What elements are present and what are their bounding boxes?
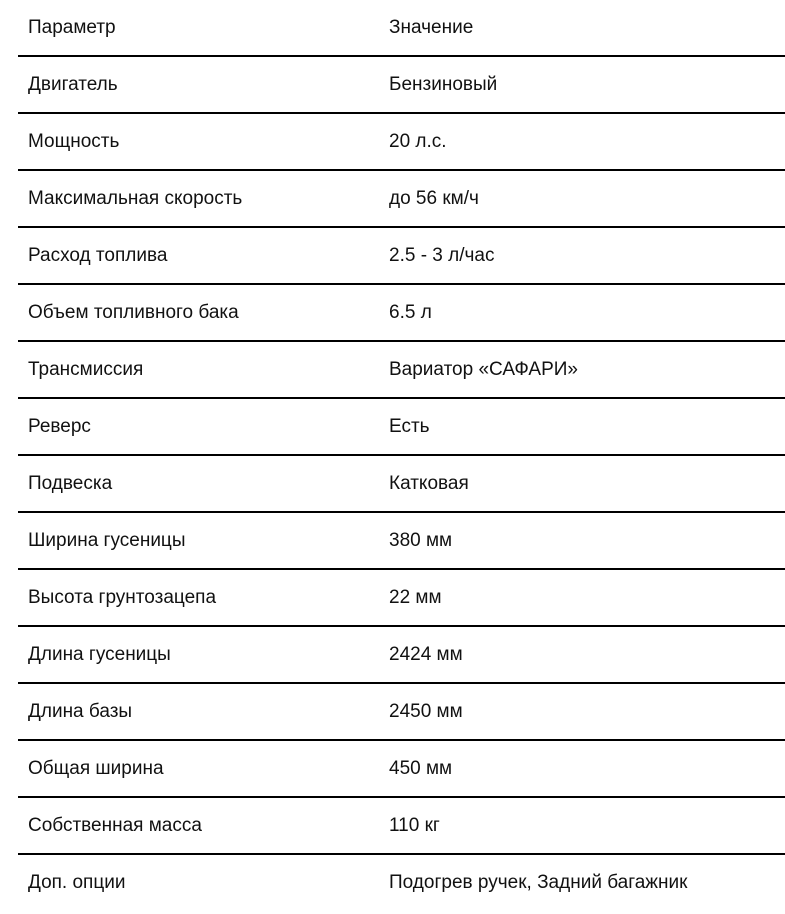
param-cell: Трансмиссия (28, 358, 144, 380)
param-cell: Длина гусеницы (28, 643, 171, 665)
param-cell: Максимальная скорость (28, 187, 243, 209)
value-cell: Вариатор «САФАРИ» (389, 358, 578, 380)
param-cell: Длина базы (28, 700, 133, 722)
table-header-row (18, 0, 785, 57)
param-cell: Объем топливного бака (28, 301, 239, 323)
table-row (18, 114, 785, 171)
table-row (18, 285, 785, 342)
value-cell: Катковая (389, 472, 469, 494)
value-cell: 2450 мм (389, 700, 463, 722)
param-cell: Мощность (28, 130, 120, 152)
value-cell: Бензиновый (389, 73, 498, 95)
table-row (18, 627, 785, 684)
table-row (18, 342, 785, 399)
table-row (18, 855, 785, 910)
value-cell: Подогрев ручек, Задний багажник (389, 871, 688, 893)
value-cell: 380 мм (389, 529, 453, 551)
table-row (18, 456, 785, 513)
table-row (18, 684, 785, 741)
table-row (18, 741, 785, 798)
param-cell: Ширина гусеницы (28, 529, 186, 551)
value-cell: 450 мм (389, 757, 453, 779)
param-cell: Собственная масса (28, 814, 202, 836)
param-cell: Расход топлива (28, 244, 168, 266)
table-row (18, 171, 785, 228)
param-cell: Высота грунтозацепа (28, 586, 217, 608)
value-cell: 2424 мм (389, 643, 463, 665)
param-cell: Реверс (28, 415, 91, 437)
param-cell: Общая ширина (28, 757, 164, 779)
value-cell: 6.5 л (389, 301, 432, 323)
param-cell: Доп. опции (28, 871, 126, 893)
param-cell: Двигатель (28, 73, 118, 95)
value-cell: до 56 км/ч (389, 187, 479, 209)
table-row (18, 399, 785, 456)
value-cell: 2.5 - 3 л/час (389, 244, 495, 266)
value-cell: Есть (389, 415, 430, 437)
value-cell: 22 мм (389, 586, 442, 608)
table-row (18, 228, 785, 285)
header-value: Значение (389, 16, 474, 38)
table-row (18, 513, 785, 570)
param-cell: Подвеска (28, 472, 113, 494)
header-param: Параметр (28, 16, 116, 38)
value-cell: 110 кг (389, 814, 440, 836)
spec-table (18, 0, 785, 910)
value-cell: 20 л.с. (389, 130, 447, 152)
table-row (18, 570, 785, 627)
table-row (18, 57, 785, 114)
table-row (18, 798, 785, 855)
